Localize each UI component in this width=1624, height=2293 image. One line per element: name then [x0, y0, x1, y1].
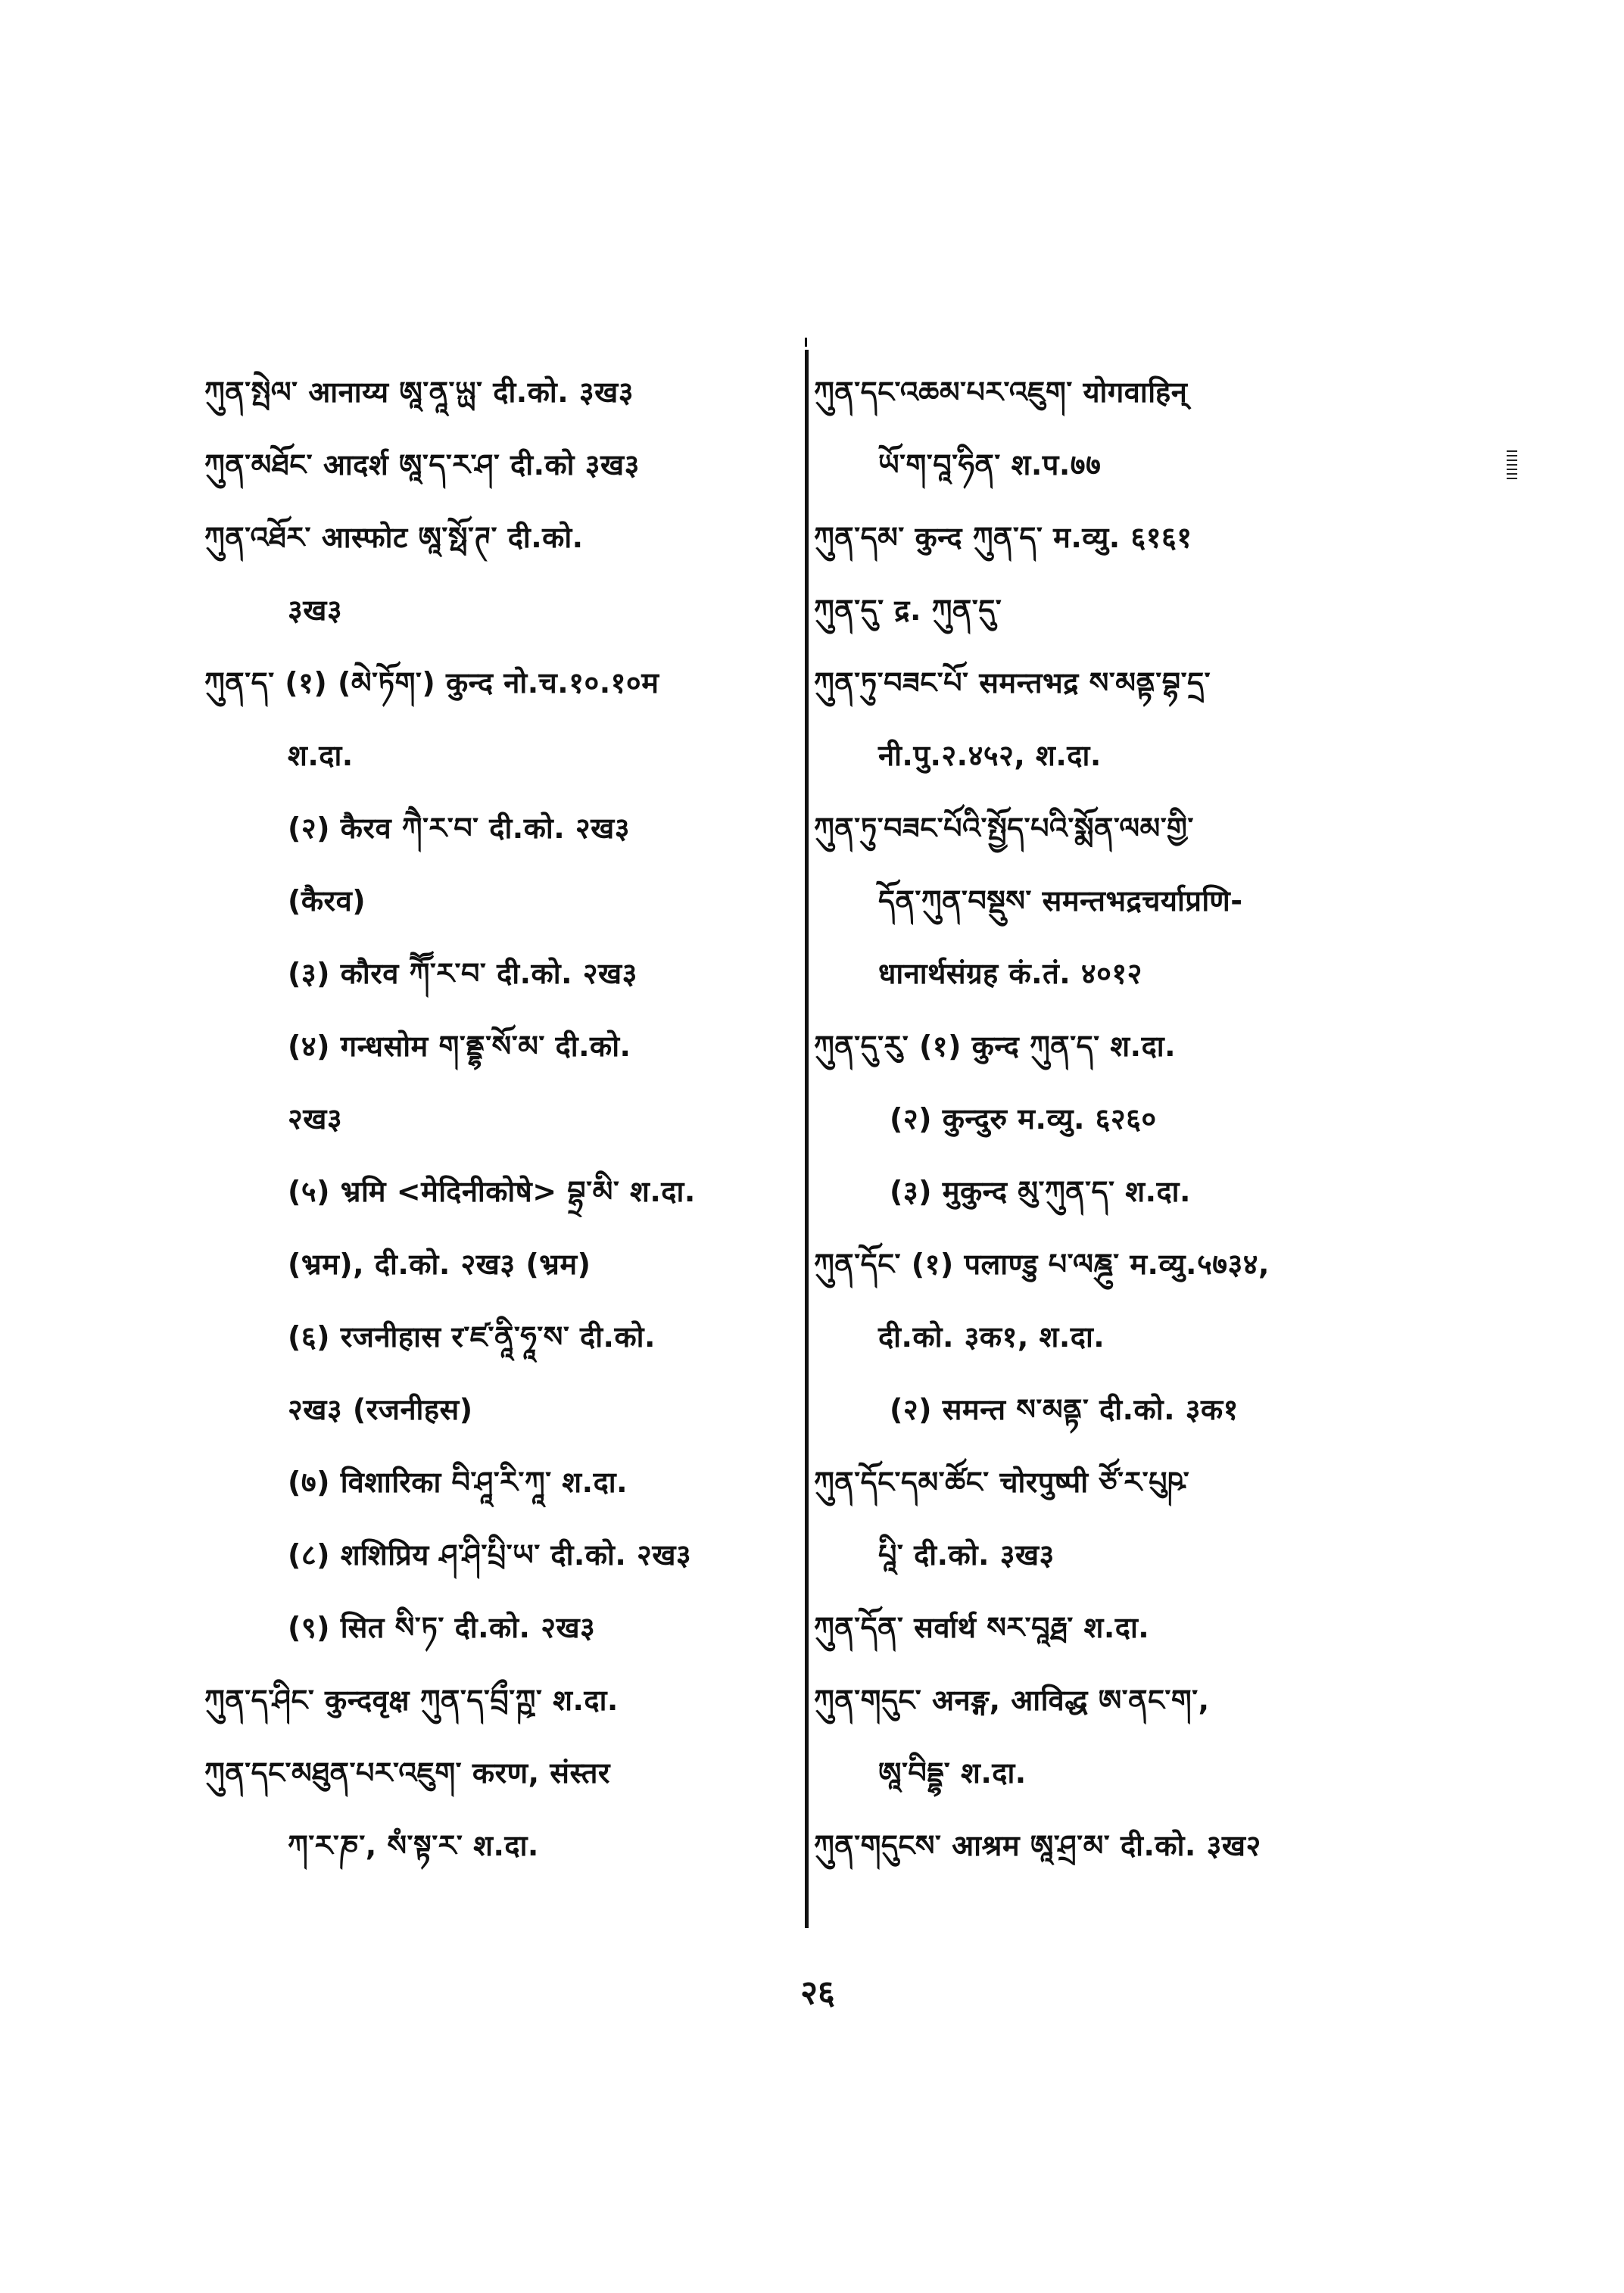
column-top-mark: [805, 338, 807, 347]
dictionary-entry-headword: ཀུན་དང་མཐུན་པར་འཇུག་ करण, संस्तर: [204, 1756, 610, 1790]
right-column: [814, 356, 1450, 1882]
dictionary-entry-continuation: ཡོ་ག་བཱ་ཧིན་ श.प.७७: [878, 448, 1102, 481]
dictionary-entry-continuation: (२) कुन्दुरु म.व्यु. ६२६०: [890, 1102, 1157, 1136]
dictionary-entry-continuation: (२) समन्त ས་མནྟ་ दी.को. ३क१: [890, 1393, 1239, 1426]
margin-mark: [1507, 450, 1517, 482]
dictionary-entry-continuation: (२) कैरव ཀཻ་ར་བ་ दी.को. २ख३: [288, 812, 631, 845]
dictionary-entry-headword: ཀུན་དུ་ द्र. ཀུན་དུ་: [814, 594, 1002, 627]
dictionary-entry-headword: ཀུན་འཐོར་ आस्फोट ཨཱ་སྥོ་ཊ་ दी.को.: [204, 521, 584, 554]
dictionary-entry-continuation: २ख३: [288, 1102, 343, 1136]
dictionary-entry-continuation: (७) विशारिका བི་ཤཱ་རི་ཀཱ་ श.दा.: [288, 1466, 628, 1499]
dictionary-entry-continuation: दी.को. ३क१, श.दा.: [878, 1320, 1105, 1354]
dictionary-entry-continuation: ཀ་ར་ཎ་, སཾ་སྟ་ར་ श.दा.: [288, 1829, 539, 1862]
dictionary-entry-continuation: (भ्रम), दी.को. २ख३ (भ्रम): [288, 1248, 591, 1281]
column-divider: [805, 350, 809, 1928]
dictionary-entry-headword: ཀུན་དམ་ कुन्द ཀུན་ད་ म.व्यु. ६१६१: [814, 521, 1192, 554]
dictionary-entry-continuation: (४) गन्धसोम ག་ནྡྷ་སོ་མ་ दी.को.: [288, 1030, 631, 1063]
dictionary-entry-headword: ཀུན་དོང་ (१) पलाण्डु པ་ལཎྜུ་ म.व्यु.५७३४,: [814, 1248, 1270, 1281]
dictionary-entry-continuation: श.दा.: [288, 739, 354, 772]
dictionary-entry-continuation: དོན་ཀུན་བསྡུས་ समन्तभद्रचर्याप्रणि-: [878, 884, 1243, 918]
dictionary-entry-continuation: (५) भ्रमि <मेदिनीकोषे> བྷྲ་མི་ श.दा.: [288, 1175, 696, 1208]
dictionary-entry-headword: ཀུན་དོན་ सर्वार्थ སར་བཱརྠ་ श.दा.: [814, 1611, 1150, 1644]
dictionary-entry-headword: ཀུན་དང་འཆམ་པར་འཇུག་ योगवाहिन्: [814, 375, 1188, 409]
dictionary-entry-headword: ཀུན་ད་ཤིང་ कुन्दवृक्ष ཀུན་ད་བྲྀ་ཀྵ་ श.दा.: [204, 1684, 619, 1717]
dictionary-entry-headword: ཀུན་དུ་རུ་ (१) कुन्द ཀུན་ད་ श.दा.: [814, 1030, 1177, 1063]
dictionary-entry-continuation: २ख३ (रजनीहस): [288, 1393, 473, 1426]
dictionary-entry-continuation: (६) रजनीहास र་ཛ་ནཱི་ཧཱ་ས་ दी.को.: [288, 1320, 656, 1354]
left-column: [204, 356, 803, 1882]
dictionary-entry-continuation: ཨཱ་བིདྡྷ་ श.दा.: [878, 1756, 1027, 1790]
dictionary-entry-continuation: नी.पु.२.४५२, श.दा.: [878, 739, 1102, 772]
dictionary-entry-headword: ཀུན་མཐོང་ आदर्श ཨཱ་ད་ར་ཤ་ दी.को ३ख३: [204, 448, 640, 481]
dictionary-entry-headword: ཀུན་དོང་དམ་ཚོང་ चोरपुष्पी ཙོ་ར་པུཥ་: [814, 1466, 1190, 1499]
dictionary-entry-headword: ཀུན་ཏུ་བཟང་པོའི་སྤྱོད་པའི་སྨོན་ལམ་གྱི་: [814, 812, 1194, 845]
dictionary-entry-continuation: (कैरव): [288, 884, 366, 918]
page-number: २६: [800, 1974, 835, 2012]
dictionary-entry-headword: ཀུན་གདུངས་ आश्रम ཨཱ་ཤྲ་མ་ दी.को. ३ख२: [814, 1829, 1261, 1862]
dictionary-entry-continuation: (८) शशिप्रिय ཤ་ཤི་པྲི་ཡ་ दी.को. २ख३: [288, 1538, 692, 1572]
dictionary-entry-headword: ཀུན་ཏུ་བཟང་པོ་ समन्तभद्र ས་མནྟ་བྷ་དྲ་: [814, 666, 1211, 699]
dictionary-entry-continuation: (९) सित སི་ཏ་ दी.को. २ख३: [288, 1611, 596, 1644]
dictionary-entry-continuation: ३ख३: [288, 594, 343, 627]
dictionary-entry-continuation: (३) मुकुन्द མུ་ཀུན་ད་ श.दा.: [890, 1175, 1191, 1208]
dictionary-entry-headword: ཀུན་སྤེལ་ आनाय्य ཨཱ་ནཱ་ཡྻ་ दी.को. ३ख३: [204, 375, 634, 409]
dictionary-entry-continuation: धानार्थसंग्रह कं.तं. ४०१२: [878, 957, 1142, 990]
dictionary-entry-headword: ཀུན་གདུང་ अनङ्ग, आविद्ध ཨ་ནང་ག་,: [814, 1684, 1210, 1717]
dictionary-entry-headword: ཀུན་ད་ (१) (མེ་ཏོག་) कुन्द नो.च.१०.१०म: [204, 666, 659, 699]
dictionary-entry-continuation: པཱི་ दी.को. ३ख३: [878, 1538, 1055, 1572]
dictionary-entry-continuation: (३) कौरव ཀཽ་ར་བ་ दी.को. २ख३: [288, 957, 637, 990]
